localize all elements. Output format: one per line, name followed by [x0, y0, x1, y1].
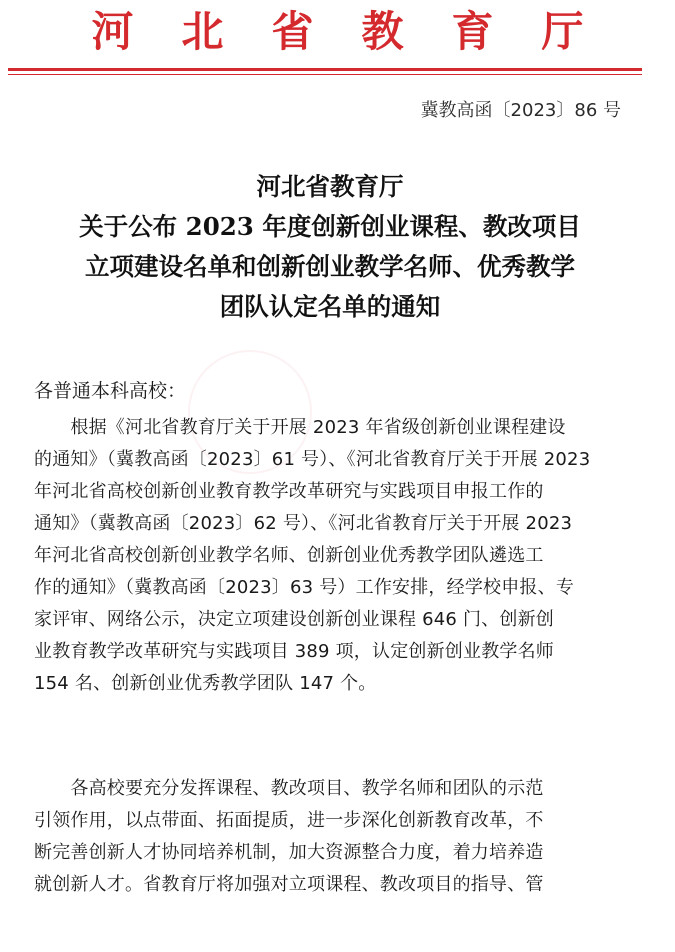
body-line: 引领作用，以点带面、拓面提质，进一步深化创新教育改革，不 — [34, 810, 544, 831]
title-line: 立项建设名单和创新创业教学名师、优秀教学 — [85, 252, 575, 281]
org-header-title: 河北省教育厅 — [91, 7, 632, 56]
title-line: 河北省教育厅 — [256, 172, 404, 201]
body-line: 家评审、网络公示，决定立项建设创新创业课程 646 门、创新创 — [34, 609, 554, 630]
body-line: 各高校要充分发挥课程、教改项目、教学名师和团队的示范 — [34, 778, 544, 799]
body-line: 年河北省高校创新创业教育教学改革研究与实践项目申报工作的 — [34, 481, 544, 502]
body-line: 年河北省高校创新创业教学名师、创新创业优秀教学团队遴选工 — [34, 545, 544, 566]
header-red-rule-thin — [8, 74, 642, 75]
body-line: 通知》（冀教高函〔2023〕62 号）、《河北省教育厅关于开展 2023 — [34, 513, 573, 534]
paragraph-2 — [34, 773, 634, 901]
body-line: 业教育教学改革研究与实践项目 389 项，认定创新创业教学名师 — [34, 641, 554, 662]
title-line: 团队认定名单的通知 — [219, 292, 441, 321]
title-line: 关于公布 2023 年度创新创业课程、教改项目 — [79, 212, 581, 241]
body-line: 就创新人才。省教育厅将加强对立项课程、教改项目的指导、管 — [34, 874, 544, 895]
paragraph-1 — [34, 412, 634, 700]
body-line: 作的通知》（冀教高函〔2023〕63 号）工作安排，经学校申报、专 — [34, 577, 575, 598]
header-red-rule-thick — [8, 68, 642, 71]
document-title — [20, 167, 640, 327]
body-line: 154 名、创新创业优秀教学团队 147 个。 — [34, 673, 377, 694]
document-number: 冀教高函〔2023〕86 号 — [420, 100, 621, 121]
salutation: 各普通本科高校： — [34, 380, 187, 402]
body-line: 根据《河北省教育厅关于开展 2023 年省级创新创业课程建设 — [34, 417, 566, 438]
body-line: 的通知》（冀教高函〔2023〕61 号）、《河北省教育厅关于开展 2023 — [34, 449, 591, 470]
body-line: 断完善创新人才协同培养机制，加大资源整合力度，着力培养造 — [34, 842, 544, 863]
